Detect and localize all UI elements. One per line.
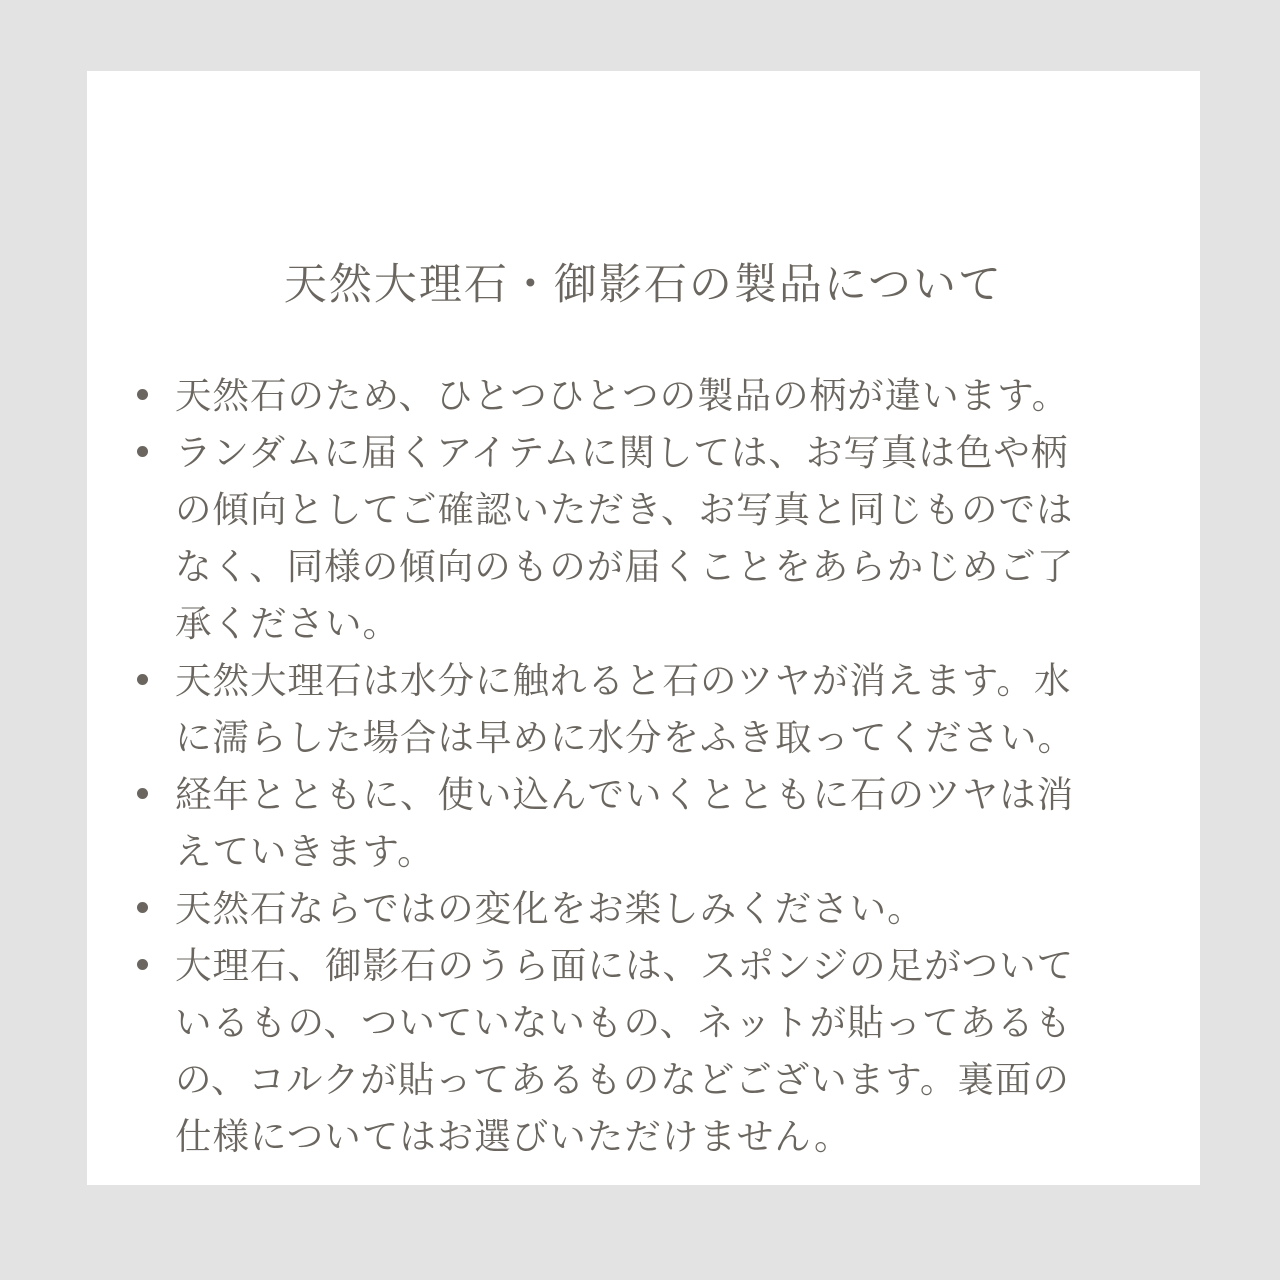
bullet-icon xyxy=(137,389,148,400)
note-line: いるもの、ついていないもの、ネットが貼ってあるも xyxy=(175,1001,1073,1044)
bullet-icon xyxy=(137,902,148,913)
note-item xyxy=(87,652,1200,766)
note-line: の傾向としてご確認いただき、お写真と同じものでは xyxy=(175,488,1074,531)
bullet-icon xyxy=(137,959,148,970)
note-line: 天然大理石は水分に触れると石のツヤが消えます。水 xyxy=(175,659,1072,702)
note-line: に濡らした場合は早めに水分をふき取ってください。 xyxy=(175,716,1075,759)
note-line: ランダムに届くアイテムに関しては、お写真は色や柄 xyxy=(175,431,1069,474)
note-item xyxy=(87,424,1200,652)
note-item xyxy=(87,937,1200,1165)
notice-card xyxy=(87,71,1200,1185)
note-line: 大理石、御影石のうら面には、スポンジの足がついて xyxy=(175,944,1075,987)
bullet-icon xyxy=(137,446,148,457)
note-line: 仕様についてはお選びいただけません。 xyxy=(175,1115,852,1158)
note-line: の、コルクが貼ってあるものなどございます。裏面の xyxy=(175,1058,1070,1101)
note-item xyxy=(87,766,1200,880)
bullet-icon xyxy=(137,674,148,685)
note-line: なく、同様の傾向のものが届くことをあらかじめご了 xyxy=(175,545,1075,588)
note-line: えていきます。 xyxy=(175,830,435,873)
note-line: 天然石ならではの変化をお楽しみください。 xyxy=(175,887,925,930)
note-line: 天然石のため、ひとつひとつの製品の柄が違います。 xyxy=(175,374,1070,417)
notes-list xyxy=(87,367,1200,1165)
page-title: 天然大理石・御影石の製品について xyxy=(283,260,1004,310)
note-item xyxy=(87,367,1200,424)
note-line: 経年とともに、使い込んでいくとともに石のツヤは消 xyxy=(175,773,1075,816)
bullet-icon xyxy=(137,788,148,799)
note-item xyxy=(87,880,1200,937)
note-line: 承ください。 xyxy=(175,602,400,645)
